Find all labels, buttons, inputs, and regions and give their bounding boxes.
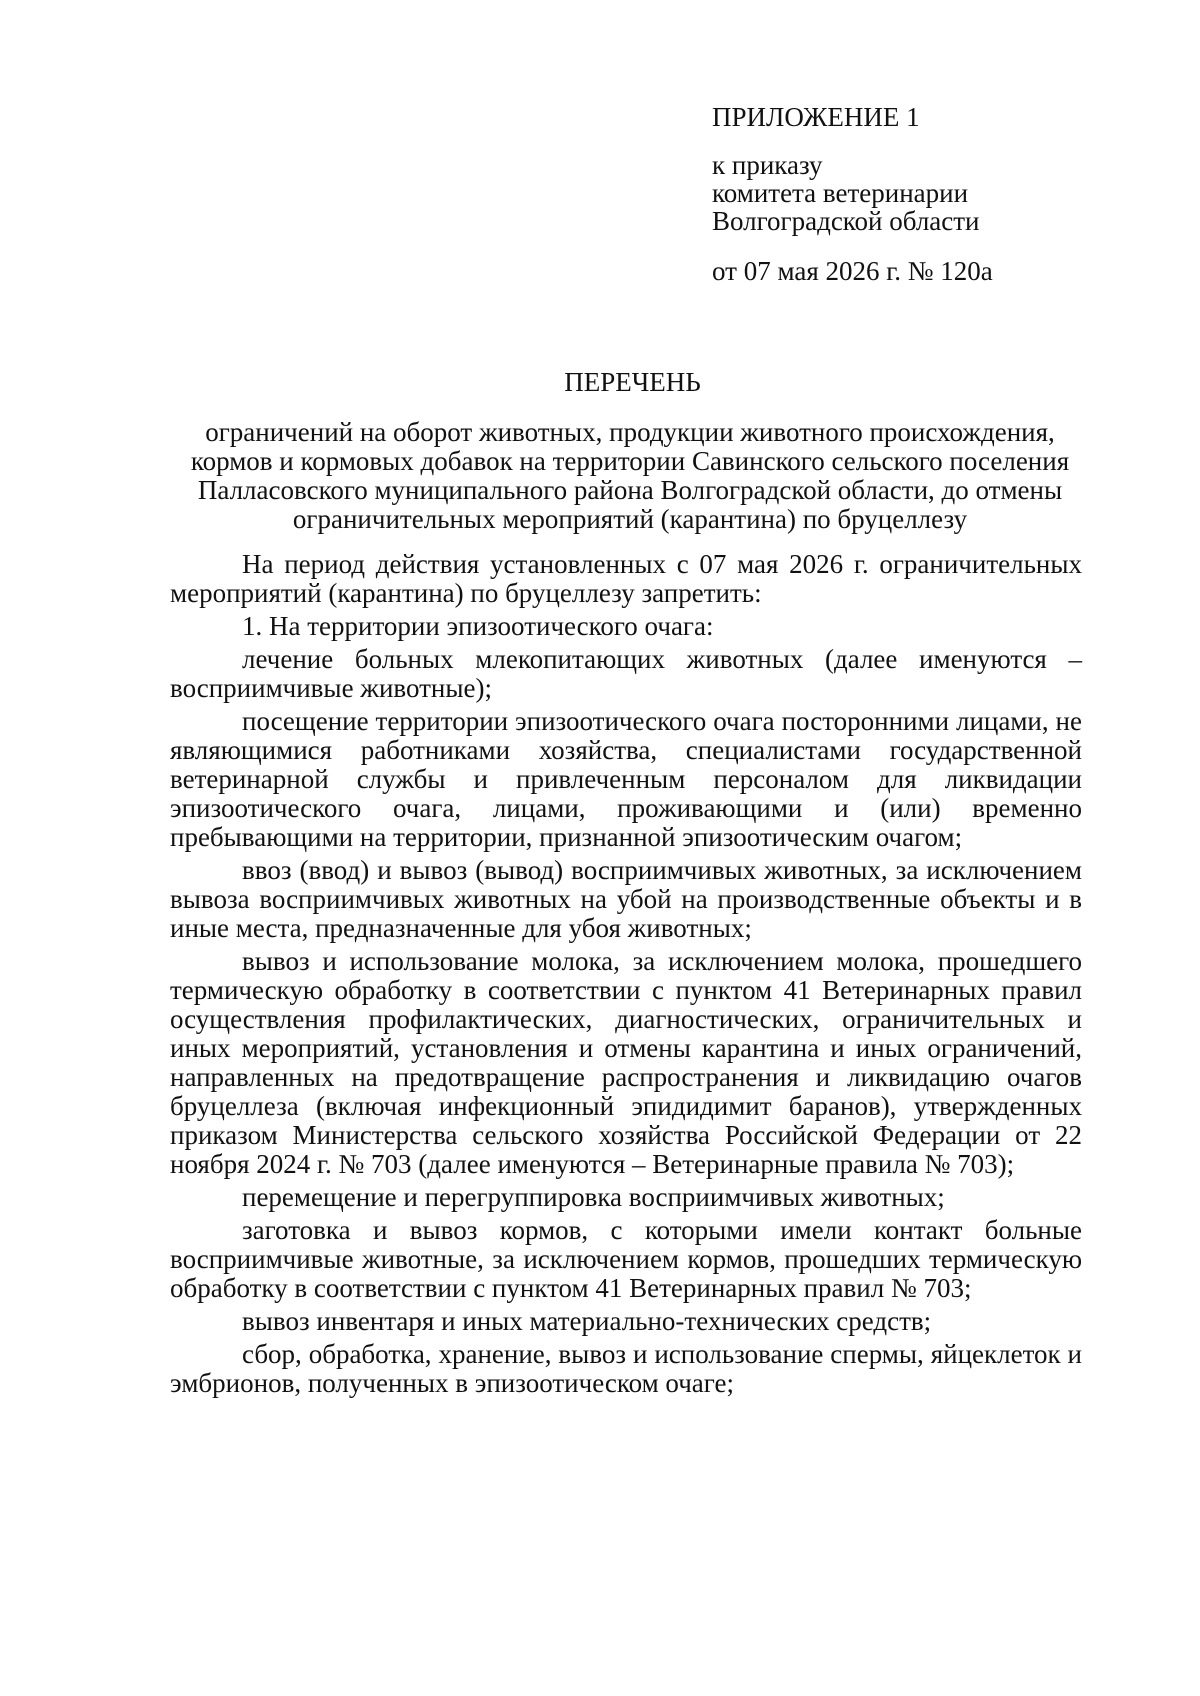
body-paragraph: лечение больных млекопитающих животных (далее именуются – восприимчивые животные); xyxy=(170,644,1082,703)
body-paragraph: вывоз и использование молока, за исключением молока, прошедшего термическую обработку в соответствии с пунктом 41 Ветеринарных правил осуществления профилактических, диагностических, ограничительных и иных мероприятий, установления и отмены карантина и иных ограничений, направленных на предотвращение распространения и ликвидацию очагов бруцеллеза (включая инфекционный эпидидимит баранов), утвержденных приказом Министерства сельского хозяйства Российской Федерации от 22 ноября 2024 г. № 703 (далее именуются – Ветеринарные правила № 703); xyxy=(170,946,1082,1179)
appendix-title: ПРИЛОЖЕНИЕ 1 xyxy=(712,102,920,132)
body-paragraph: вывоз инвентаря и иных материально-технических средств; xyxy=(242,1306,932,1336)
body-paragraph: ввоз (ввод) и вывоз (вывод) восприимчивых животных, за исключением вывоза восприимчивых животных на убой на производственные объекты и в иные места, предназначенные для убоя животных; xyxy=(170,855,1082,943)
appendix-line: Волгоградской области xyxy=(712,206,980,236)
body-paragraph: 1. На территории эпизоотического очага: xyxy=(242,611,714,641)
body-paragraph: заготовка и вывоз кормов, с которыми имели контакт больные восприимчивые животные, за исключением кормов, прошедших термическую обработку в соответствии с пунктом 41 Ветеринарных правил № 703; xyxy=(170,1215,1082,1303)
appendix-line: к приказу xyxy=(712,150,823,180)
body-paragraph: посещение территории эпизоотического очага посторонними лицами, не являющимися работниками хозяйства, специалистами государственной ветеринарной службы и привлеченным персоналом для ликвидации эпизоотического очага, лицами, проживающими и (или) временно пребывающими на территории, признанной эпизоотическим очагом; xyxy=(170,706,1082,852)
appendix-line: комитета ветеринарии xyxy=(712,178,969,208)
appendix-block xyxy=(712,103,1132,285)
body-paragraph: На период действия установленных с 07 мая 2026 г. ограничительных мероприятий (карантина) по бруцеллезу запретить: xyxy=(170,549,1082,608)
body-paragraph: перемещение и перегруппировка восприимчивых животных; xyxy=(242,1182,945,1212)
document-body xyxy=(170,550,1082,1402)
appendix-date-number: от 07 мая 2026 г. № 120а xyxy=(712,256,993,286)
document-title: ПЕРЕЧЕНЬ xyxy=(564,367,701,397)
document-subtitle: ограничений на оборот животных, продукции животного происхождения, кормов и кормовых добавок на территории Савинского сельского поселения Палласовского муниципального района Волгоградской области, до отмены ограничительных мероприятий (карантина) по бруцеллезу xyxy=(190,417,1070,534)
body-paragraph: сбор, обработка, хранение, вывоз и использование спермы, яйцеклеток и эмбрионов, полученных в эпизоотическом очаге; xyxy=(170,1339,1082,1398)
